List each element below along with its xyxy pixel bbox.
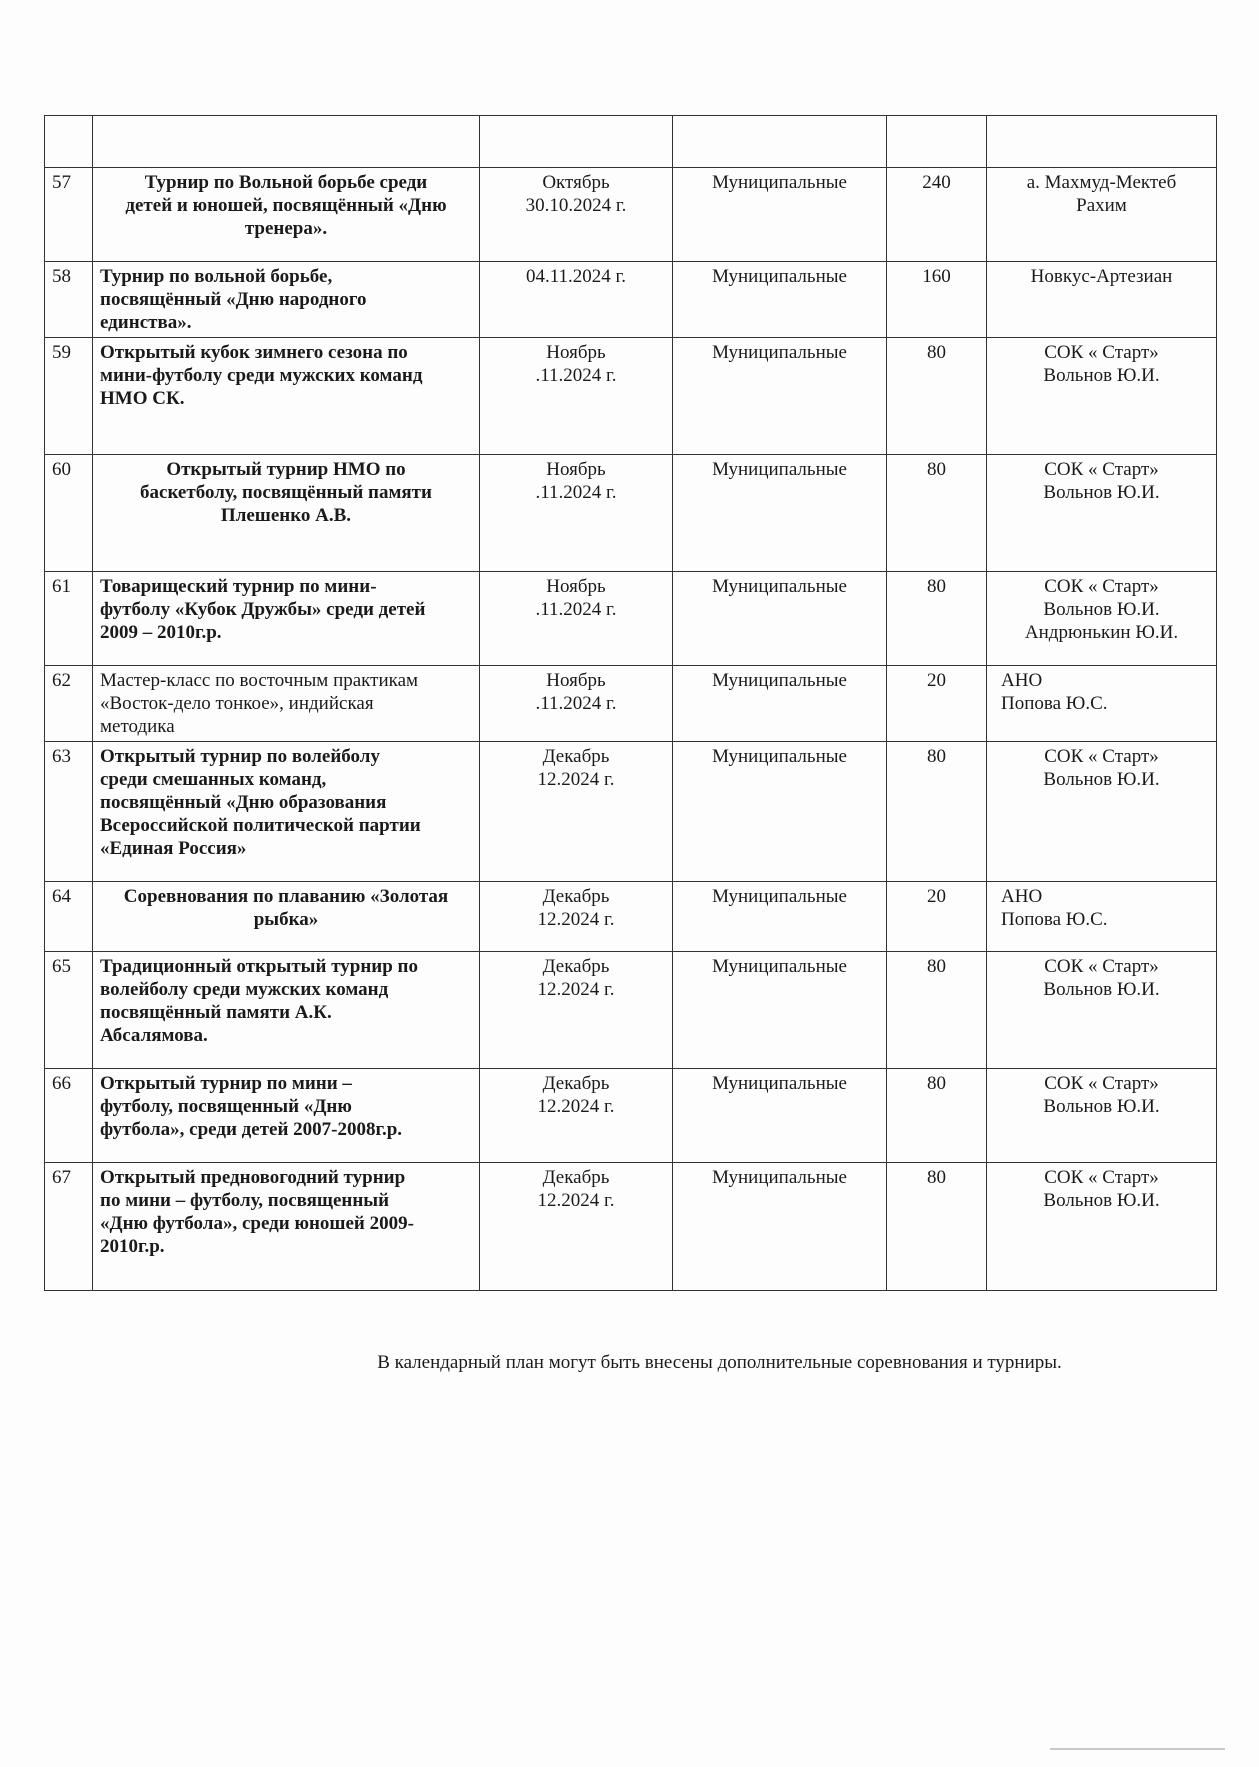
cell-venue [987, 116, 1217, 168]
cell-line: «Восток-дело тонкое», индийская [100, 693, 374, 714]
cell-venue [987, 1163, 1217, 1291]
cell-number: 57 [45, 168, 93, 262]
cell-line: методика [100, 716, 175, 737]
cell-line: «Единая Россия» [100, 838, 247, 859]
cell-date [480, 455, 673, 572]
cell-date [480, 168, 673, 262]
cell-line: АНО [1001, 670, 1043, 691]
cell-line: среди смешанных команд, [100, 769, 327, 790]
cell-venue [987, 338, 1217, 455]
table-row [45, 882, 1217, 952]
cell-event-name [93, 666, 480, 742]
scan-artifact-line [1050, 1748, 1225, 1750]
table-row [45, 572, 1217, 666]
cell-level: Муниципальные [673, 1163, 887, 1291]
cell-line: футбола», среди детей 2007-2008г.р. [100, 1119, 403, 1140]
cell-date [480, 572, 673, 666]
cell-line: Попова Ю.С. [1001, 693, 1108, 714]
cell-line: посвящённый «Дню образования [100, 792, 387, 813]
cell-line: посвящённый «Дню народного [100, 289, 367, 310]
cell-level [673, 116, 887, 168]
cell-event-name [93, 742, 480, 882]
cell-event-name [93, 262, 480, 338]
cell-line: Ноябрь [546, 670, 606, 691]
cell-line: Попова Ю.С. [1001, 909, 1108, 930]
cell-date [480, 338, 673, 455]
table-row [45, 455, 1217, 572]
cell-line: Декабрь [542, 1167, 610, 1188]
cell-line: рыбка» [253, 909, 319, 930]
table-row [45, 742, 1217, 882]
cell-line: Декабрь [542, 886, 610, 907]
cell-number: 58 [45, 262, 93, 338]
cell-line: 12.2024 г. [537, 769, 615, 790]
cell-level: Муниципальные [673, 666, 887, 742]
cell-line: Новкус-Артезиан [1030, 266, 1173, 287]
cell-line: Ноябрь [546, 576, 606, 597]
cell-number: 60 [45, 455, 93, 572]
cell-line: Вольнов Ю.И. [1043, 979, 1160, 1000]
cell-line: Рахим [1076, 195, 1127, 216]
cell-line: Турнир по Вольной борьбе среди [144, 172, 428, 193]
cell-line: Вольнов Ю.И. [1043, 365, 1160, 386]
cell-level: Муниципальные [673, 168, 887, 262]
cell-line: .11.2024 г. [535, 693, 617, 714]
cell-event-name [93, 882, 480, 952]
cell-line: волейболу среди мужских команд [100, 979, 389, 1000]
cell-participants [887, 116, 987, 168]
cell-number: 66 [45, 1069, 93, 1163]
table-row [45, 116, 1217, 168]
cell-venue [987, 742, 1217, 882]
footer-note: В календарный план могут быть внесены дополнительные соревнования и турниры. [377, 1352, 1062, 1373]
cell-date [480, 116, 673, 168]
cell-venue [987, 572, 1217, 666]
cell-level: Муниципальные [673, 572, 887, 666]
cell-participants: 80 [887, 742, 987, 882]
cell-line: мини-футболу среди мужских команд [100, 365, 423, 386]
cell-line: Товарищеский турнир по мини- [100, 576, 377, 597]
cell-line: СОК « Старт» [1044, 746, 1159, 767]
cell-date [480, 1069, 673, 1163]
cell-line: Открытый турнир по волейболу [100, 746, 380, 767]
cell-line: Соревнования по плаванию «Золотая [123, 886, 449, 907]
table-row [45, 338, 1217, 455]
cell-line: Вольнов Ю.И. [1043, 769, 1160, 790]
cell-line: «Дню футбола», среди юношей 2009- [100, 1213, 414, 1234]
cell-number [45, 116, 93, 168]
cell-line: СОК « Старт» [1044, 459, 1159, 480]
cell-participants: 20 [887, 666, 987, 742]
cell-line: футболу «Кубок Дружбы» среди детей [100, 599, 426, 620]
cell-participants: 20 [887, 882, 987, 952]
cell-number: 61 [45, 572, 93, 666]
cell-line: футболу, посвященный «Дню [100, 1096, 352, 1117]
cell-date [480, 742, 673, 882]
events-table-body [45, 116, 1217, 1291]
cell-number: 59 [45, 338, 93, 455]
cell-venue [987, 1069, 1217, 1163]
cell-venue [987, 262, 1217, 338]
cell-venue [987, 882, 1217, 952]
table-row [45, 1069, 1217, 1163]
cell-line: единства». [100, 312, 192, 333]
cell-participants: 80 [887, 1163, 987, 1291]
cell-line: НМО СК. [100, 388, 185, 409]
cell-event-name [93, 116, 480, 168]
cell-line: Андрюнькин Ю.И. [1024, 622, 1179, 643]
cell-venue [987, 168, 1217, 262]
cell-line: СОК « Старт» [1044, 956, 1159, 977]
cell-line: Всероссийской политической партии [100, 815, 421, 836]
cell-event-name [93, 952, 480, 1069]
cell-number: 63 [45, 742, 93, 882]
cell-line: Открытый кубок зимнего сезона по [100, 342, 408, 363]
cell-line: СОК « Старт» [1044, 1073, 1159, 1094]
cell-participants: 240 [887, 168, 987, 262]
cell-participants: 160 [887, 262, 987, 338]
cell-line: 04.11.2024 г. [526, 266, 626, 287]
cell-line: .11.2024 г. [535, 482, 617, 503]
cell-line: 30.10.2024 г. [525, 195, 627, 216]
cell-line: 2010г.р. [100, 1236, 165, 1257]
cell-line: Вольнов Ю.И. [1043, 1096, 1160, 1117]
cell-level: Муниципальные [673, 455, 887, 572]
cell-line: СОК « Старт» [1044, 342, 1159, 363]
cell-number: 65 [45, 952, 93, 1069]
cell-line: Открытый предновогодний турнир [100, 1167, 406, 1188]
cell-line: Октябрь [542, 172, 610, 193]
cell-line: посвящённый памяти А.К. [100, 1002, 332, 1023]
cell-line: Турнир по вольной борьбе, [100, 266, 333, 287]
cell-line: 12.2024 г. [537, 909, 615, 930]
cell-line: Ноябрь [546, 459, 606, 480]
cell-date [480, 882, 673, 952]
cell-line: 2009 – 2010г.р. [100, 622, 222, 643]
cell-event-name [93, 455, 480, 572]
table-row [45, 952, 1217, 1069]
cell-line: детей и юношей, посвящённый «Дню [125, 195, 447, 216]
cell-line: АНО [1001, 886, 1043, 907]
cell-number: 64 [45, 882, 93, 952]
cell-event-name [93, 1069, 480, 1163]
cell-participants: 80 [887, 455, 987, 572]
cell-line: Декабрь [542, 956, 610, 977]
cell-line: по мини – футболу, посвященный [100, 1190, 390, 1211]
cell-line: Декабрь [542, 1073, 610, 1094]
cell-participants: 80 [887, 1069, 987, 1163]
cell-line: СОК « Старт» [1044, 576, 1159, 597]
cell-level: Муниципальные [673, 262, 887, 338]
cell-line: Традиционный открытый турнир по [100, 956, 418, 977]
cell-line: Декабрь [542, 746, 610, 767]
cell-level: Муниципальные [673, 338, 887, 455]
cell-line: .11.2024 г. [535, 365, 617, 386]
cell-line: Вольнов Ю.И. [1043, 599, 1160, 620]
cell-event-name [93, 168, 480, 262]
cell-participants: 80 [887, 572, 987, 666]
cell-line: Мастер-класс по восточным практикам [100, 670, 419, 691]
cell-line: а. Махмуд-Мектеб [1026, 172, 1177, 193]
cell-line: Открытый турнир по мини – [100, 1073, 352, 1094]
cell-line: СОК « Старт» [1044, 1167, 1159, 1188]
cell-venue [987, 952, 1217, 1069]
cell-line: 12.2024 г. [537, 979, 615, 1000]
table-row [45, 1163, 1217, 1291]
cell-event-name [93, 1163, 480, 1291]
cell-participants: 80 [887, 952, 987, 1069]
cell-number: 62 [45, 666, 93, 742]
events-table [44, 115, 1217, 1291]
table-row [45, 262, 1217, 338]
cell-line: 12.2024 г. [537, 1190, 615, 1211]
cell-level: Муниципальные [673, 952, 887, 1069]
cell-line: Ноябрь [546, 342, 606, 363]
cell-date [480, 262, 673, 338]
cell-line: Вольнов Ю.И. [1043, 1190, 1160, 1211]
cell-line: 12.2024 г. [537, 1096, 615, 1117]
cell-participants: 80 [887, 338, 987, 455]
cell-venue [987, 455, 1217, 572]
table-row [45, 168, 1217, 262]
cell-date [480, 666, 673, 742]
cell-number: 67 [45, 1163, 93, 1291]
cell-line: тренера». [244, 218, 328, 239]
table-row [45, 666, 1217, 742]
cell-line: Плешенко А.В. [220, 505, 352, 526]
cell-level: Муниципальные [673, 882, 887, 952]
cell-line: Абсалямова. [100, 1025, 208, 1046]
cell-level: Муниципальные [673, 1069, 887, 1163]
cell-date [480, 952, 673, 1069]
cell-line: Вольнов Ю.И. [1043, 482, 1160, 503]
cell-event-name [93, 572, 480, 666]
cell-line: Открытый турнир НМО по [166, 459, 406, 480]
cell-date [480, 1163, 673, 1291]
cell-line: баскетболу, посвящённый памяти [140, 482, 432, 503]
cell-line: .11.2024 г. [535, 599, 617, 620]
cell-level: Муниципальные [673, 742, 887, 882]
cell-event-name [93, 338, 480, 455]
cell-venue [987, 666, 1217, 742]
